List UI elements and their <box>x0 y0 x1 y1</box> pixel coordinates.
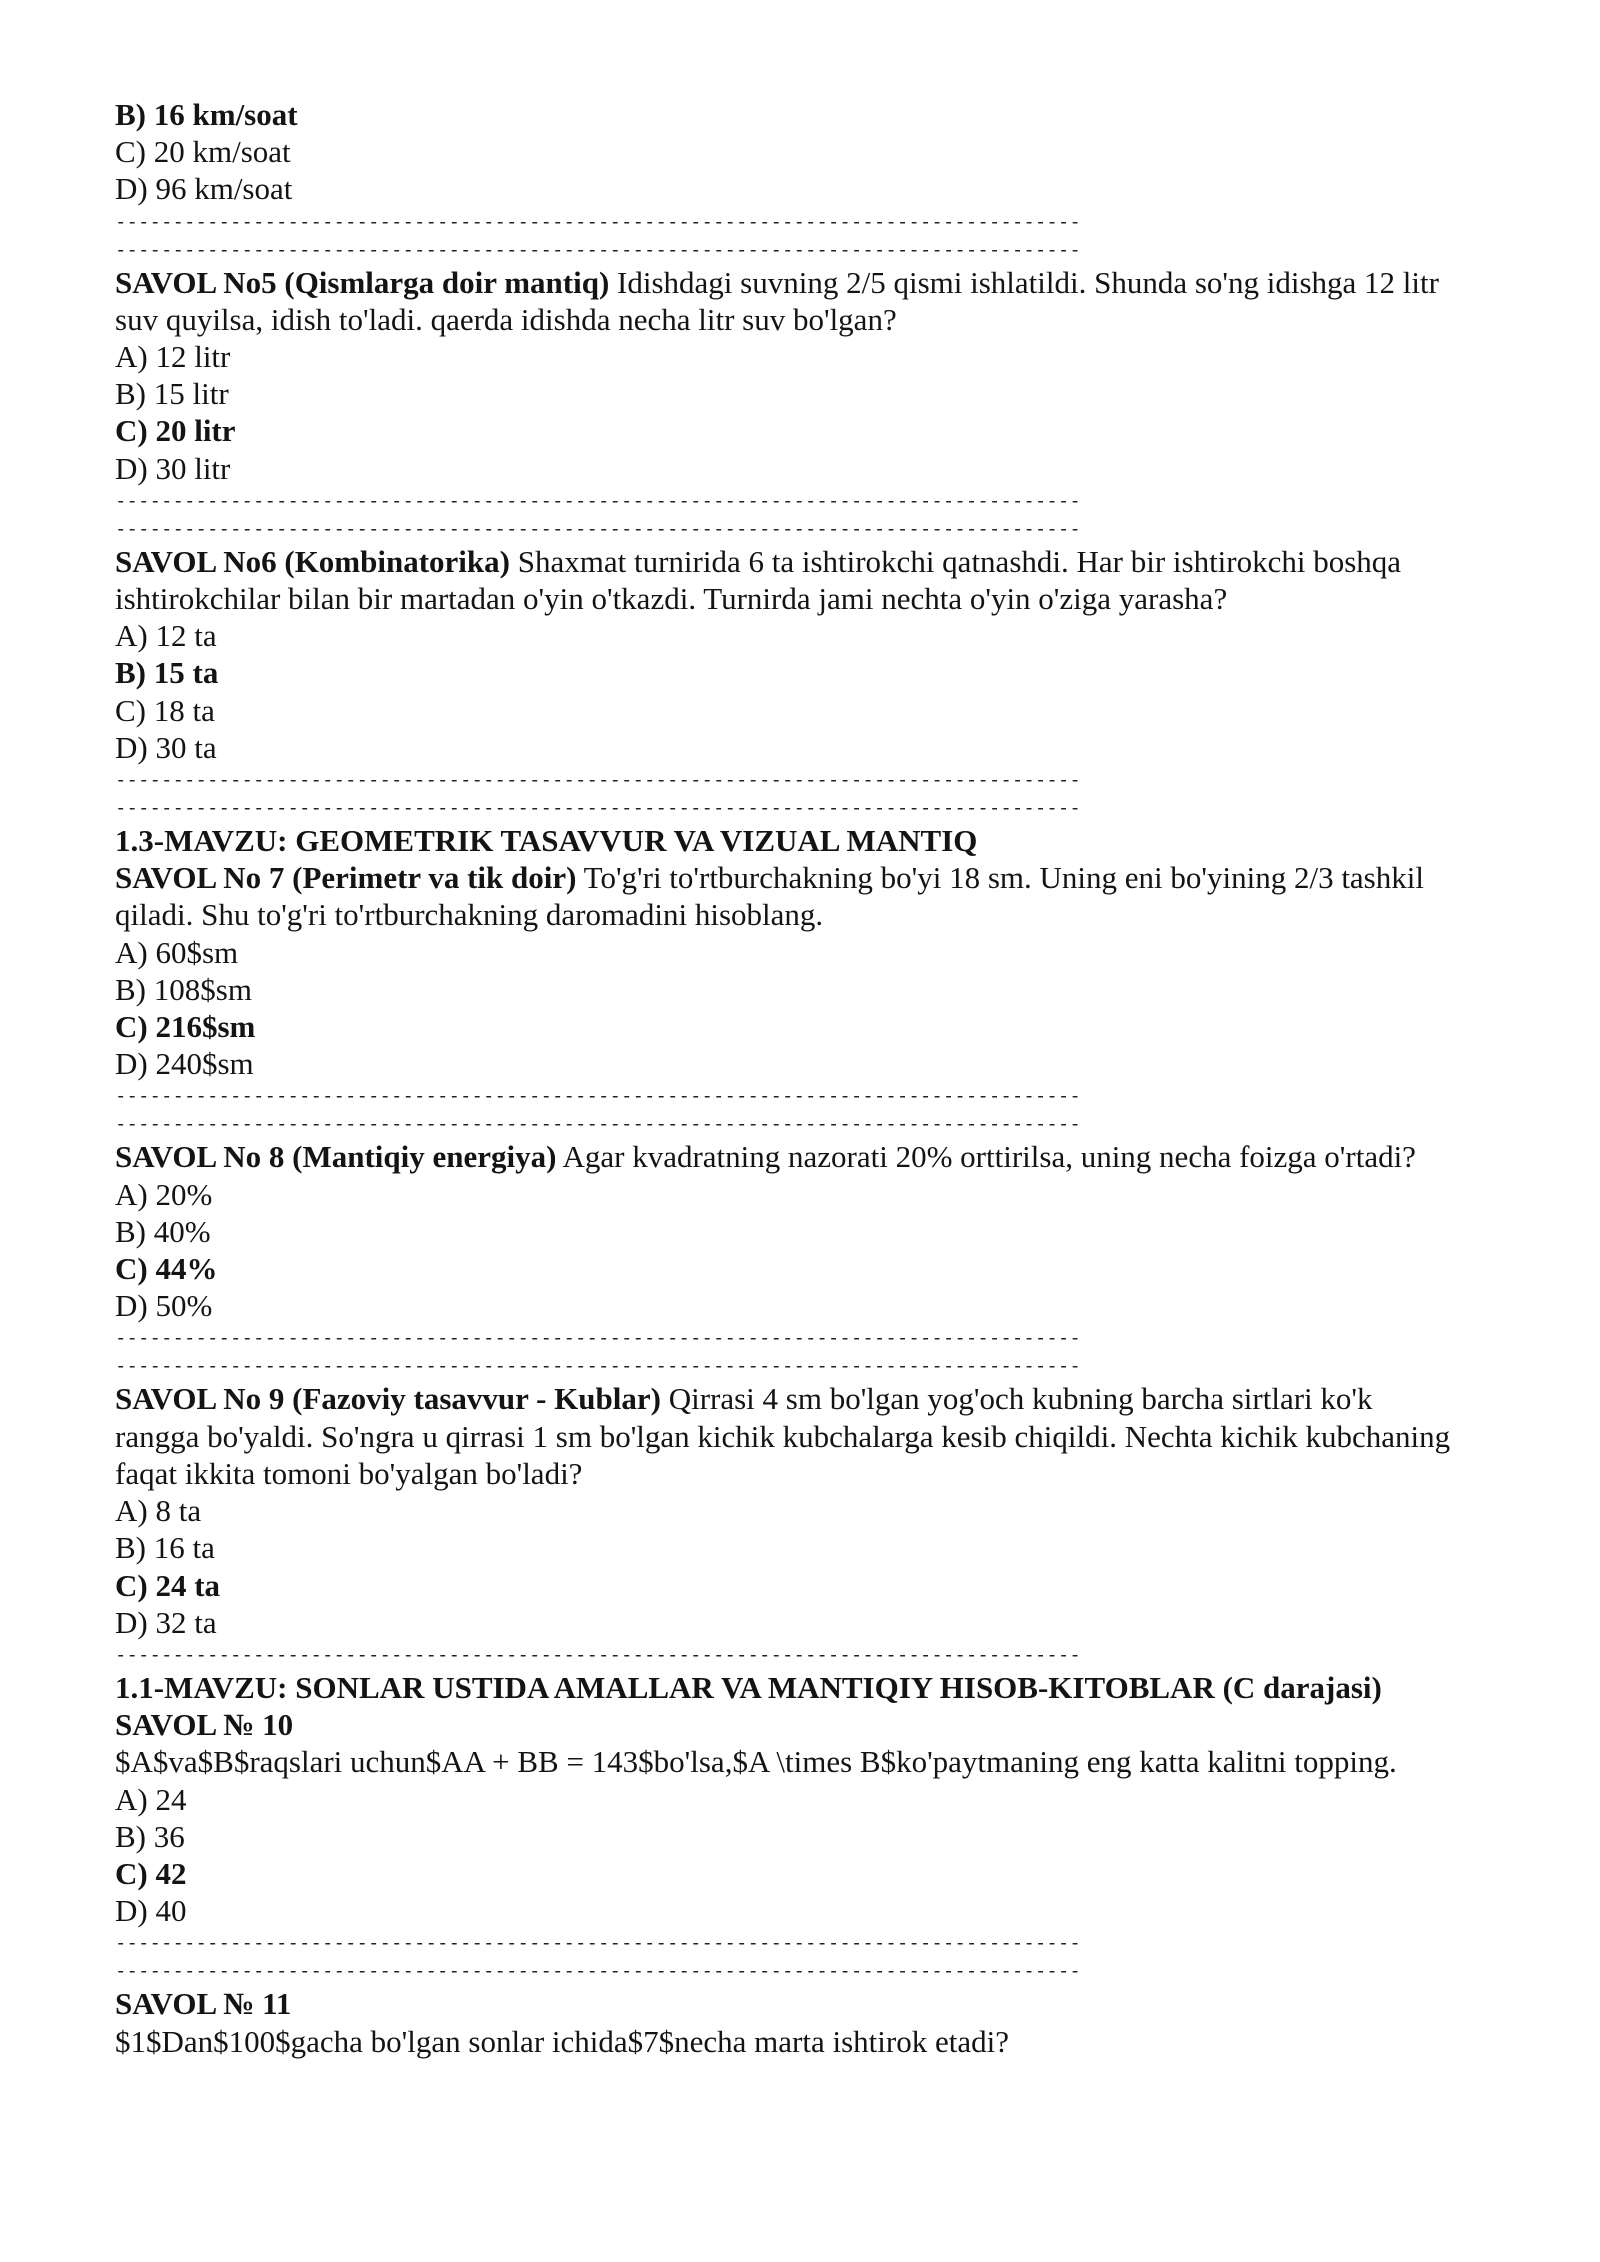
q7-option-a: A) 60$sm <box>115 934 239 970</box>
q6-line-1 <box>115 543 1508 580</box>
q8-option-d: D) 50% <box>115 1288 213 1324</box>
q8-option-a: A) 20% <box>115 1176 213 1212</box>
q7-option-b: B) 108$sm <box>115 971 252 1007</box>
q4-option-c: C) 20 km/soat <box>115 134 291 170</box>
q5-title: SAVOL No5 (Qismlarga doir mantiq) <box>115 264 610 300</box>
q5-option-d: D) 30 litr <box>115 450 231 486</box>
separator-line: ------------------------------------------------------------------------------------ <box>115 517 1081 540</box>
q6-title: SAVOL No6 (Kombinatorika) <box>115 543 510 579</box>
q6-option-c: C) 18 ta <box>115 692 215 728</box>
q4-option-d: D) 96 km/soat <box>115 171 293 207</box>
separator-line: ------------------------------------------------------------------------------------ <box>115 1355 1081 1378</box>
q9-line-1 <box>115 1380 1508 1417</box>
q8-option-c: C) 44% <box>115 1251 218 1287</box>
separator-line: ------------------------------------------------------------------------------------ <box>115 1643 1081 1666</box>
q5-option-a: A) 12 litr <box>115 339 231 375</box>
q8-title: SAVOL No 8 (Mantiqiy energiya) <box>115 1139 557 1175</box>
q8-text: Agar kvadratning nazorati 20% orttirilsa, uning necha foizga o'rtadi? <box>556 1139 1416 1175</box>
q6-option-a: A) 12 ta <box>115 618 217 654</box>
q8-line-1 <box>115 1138 1508 1175</box>
q5-line-1 <box>115 264 1508 301</box>
q7-text: To'g'ri to'rtburchakning bo'yi 18 sm. Uning eni bo'yining 2/3 tashkil <box>576 860 1424 896</box>
q5-option-b: B) 15 litr <box>115 376 229 412</box>
q11-title: SAVOL № 11 <box>115 1986 292 2022</box>
q9-text: Qirrasi 4 sm bo'lgan yog'och kubning barcha sirtlari ko'k <box>660 1381 1373 1417</box>
separator-line: ------------------------------------------------------------------------------------ <box>115 238 1081 261</box>
separator-line: ------------------------------------------------------------------------------------ <box>115 489 1081 512</box>
q5-text: Idishdagi suvning 2/5 qismi ishlatildi. Shunda so'ng idishga 12 litr <box>609 264 1439 300</box>
q4-option-b: B) 16 km/soat <box>115 97 298 132</box>
q9-option-b: B) 16 ta <box>115 1530 215 1566</box>
q6-option-d: D) 30 ta <box>115 729 217 765</box>
q10-title: SAVOL № 10 <box>115 1707 294 1743</box>
separator-line: ------------------------------------------------------------------------------------ <box>115 1113 1081 1136</box>
q10-line-1: $A$va$B$raqslari uchun$AA + BB = 143$bo'lsa,$A \times B$ko'paytmaning eng katta kalitni topping. <box>115 1744 1397 1780</box>
q6-option-b: B) 15 ta <box>115 655 219 691</box>
q5-line-2: suv quyilsa, idish to'ladi. qaerda idishda necha litr suv bo'lgan? <box>115 301 897 337</box>
q11-line-1: $1$Dan$100$gacha bo'lgan sonlar ichida$7$necha marta ishtirok etadi? <box>115 2023 1009 2059</box>
q7-option-d: D) 240$sm <box>115 1046 254 1082</box>
topic-heading-1-1: 1.1-MAVZU: SONLAR USTIDA AMALLAR VA MANTIQIY HISOB-KITOBLAR (C darajasi) <box>115 1669 1382 1705</box>
q7-title: SAVOL No 7 (Perimetr va tik doir) <box>115 860 577 896</box>
q9-option-d: D) 32 ta <box>115 1604 217 1640</box>
q8-option-b: B) 40% <box>115 1213 211 1249</box>
separator-line: ------------------------------------------------------------------------------------ <box>115 797 1081 820</box>
q6-line-2: ishtirokchilar bilan bir martadan o'yin o'tkazdi. Turnirda jami nechta o'yin o'ziga yarasha? <box>115 581 1228 617</box>
separator-line: ------------------------------------------------------------------------------------ <box>115 1932 1081 1955</box>
q7-line-1 <box>115 859 1508 896</box>
q7-option-c: C) 216$sm <box>115 1009 256 1045</box>
q10-option-b: B) 36 <box>115 1818 185 1854</box>
q9-title: SAVOL No 9 (Fazoviy tasavvur - Kublar) <box>115 1381 661 1417</box>
q10-option-a: A) 24 <box>115 1781 187 1817</box>
topic-heading-1-3: 1.3-MAVZU: GEOMETRIK TASAVVUR VA VIZUAL MANTIQ <box>115 823 978 859</box>
q10-option-d: D) 40 <box>115 1893 187 1929</box>
q9-option-a: A) 8 ta <box>115 1493 202 1529</box>
q7-line-2: qiladi. Shu to'g'ri to'rtburchakning daromadini hisoblang. <box>115 897 824 933</box>
q9-line-3: faqat ikkita tomoni bo'yalgan bo'ladi? <box>115 1455 583 1491</box>
separator-line: ------------------------------------------------------------------------------------ <box>115 1085 1081 1108</box>
separator-line: ------------------------------------------------------------------------------------ <box>115 1327 1081 1350</box>
separator-line: ------------------------------------------------------------------------------------ <box>115 210 1081 233</box>
q6-text: Shaxmat turnirida 6 ta ishtirokchi qatnashdi. Har bir ishtirokchi boshqa <box>509 543 1402 579</box>
separator-line: ------------------------------------------------------------------------------------ <box>115 1960 1081 1983</box>
q9-line-2: rangga bo'yaldi. So'ngra u qirrasi 1 sm bo'lgan kichik kubchalarga kesib chiqildi. Nechta kichik kubchaning <box>115 1418 1451 1454</box>
q5-option-c: C) 20 litr <box>115 413 236 449</box>
q10-option-c: C) 42 <box>115 1855 187 1891</box>
q9-option-c: C) 24 ta <box>115 1567 221 1603</box>
separator-line: ------------------------------------------------------------------------------------ <box>115 769 1081 792</box>
